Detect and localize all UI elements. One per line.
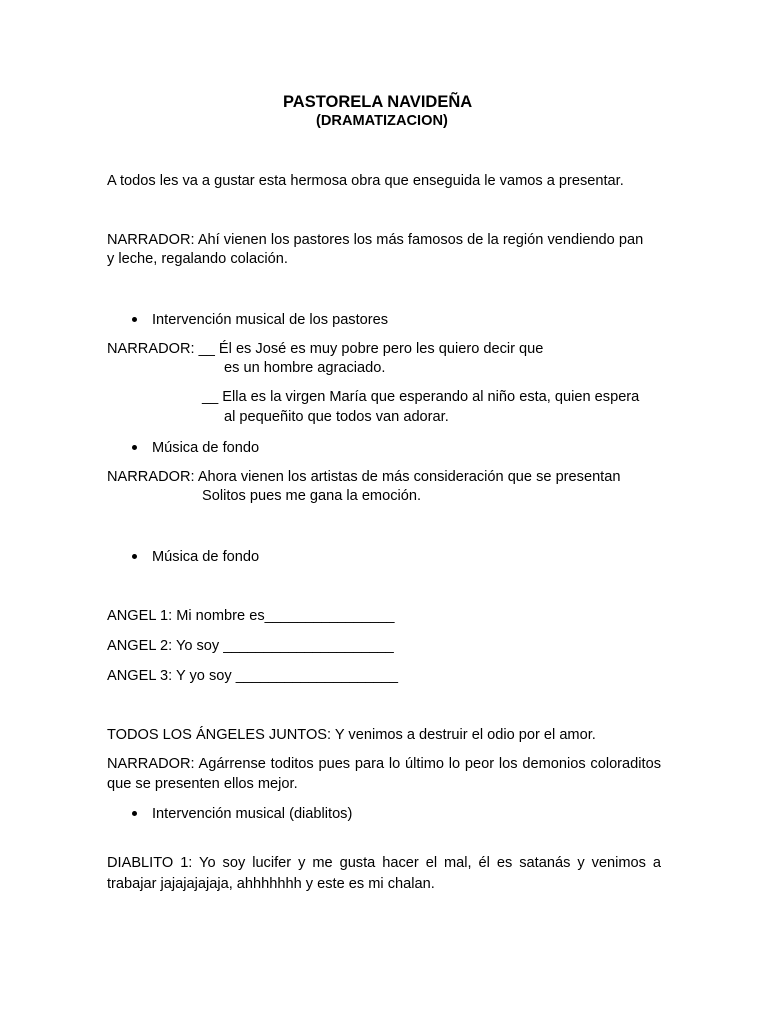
bullet-item: Música de fondo bbox=[152, 440, 260, 456]
bullet-item: Intervención musical (diablitos) bbox=[152, 806, 353, 822]
bullet-item: Música de fondo bbox=[152, 549, 260, 565]
intro-paragraph: A todos les va a gustar esta hermosa obra que enseguida le vamos a presentar. bbox=[107, 173, 624, 189]
narrator-line: NARRADOR: Ahí vienen los pastores los más famosos de la región vendiendo pan bbox=[107, 232, 644, 248]
diablito-paragraph: DIABLITO 1: Yo soy lucifer y me gusta hacer el mal, él es satanás y venimos a trabajar jajajajajaja, ahhhhhhh y este es mi chalan. bbox=[107, 855, 661, 892]
bullet-icon bbox=[132, 317, 137, 322]
bullet-icon bbox=[132, 554, 137, 559]
bullet-item: Intervención musical de los pastores bbox=[152, 312, 389, 328]
todos-line: TODOS LOS ÁNGELES JUNTOS: Y venimos a destruir el odio por el amor. bbox=[107, 727, 596, 743]
narrator-line: __ Ella es la virgen María que esperando al niño esta, quien espera bbox=[202, 389, 640, 405]
bullet-icon bbox=[132, 811, 137, 816]
narrator-line: y leche, regalando colación. bbox=[107, 251, 288, 267]
narrator-line: Solitos pues me gana la emoción. bbox=[202, 488, 422, 504]
narrator-line: NARRADOR: __ Él es José es muy pobre pero les quiero decir que bbox=[107, 341, 544, 357]
document-title: PASTORELA NAVIDEÑA bbox=[283, 93, 473, 111]
narrator-line: al pequeñito que todos van adorar. bbox=[224, 409, 449, 425]
angel-line: ANGEL 3: Y yo soy ____________________ bbox=[107, 668, 399, 684]
angel-line: ANGEL 2: Yo soy _____________________ bbox=[107, 638, 394, 654]
narrator-line: NARRADOR: Ahora vienen los artistas de más consideración que se presentan bbox=[107, 469, 621, 485]
document-subtitle: (DRAMATIZACION) bbox=[316, 113, 448, 129]
narrator-paragraph: NARRADOR: Agárrense toditos pues para lo último lo peor los demonios coloraditos que se presenten ellos mejor. bbox=[107, 756, 661, 792]
narrator-line: es un hombre agraciado. bbox=[224, 360, 386, 376]
angel-line: ANGEL 1: Mi nombre es________________ bbox=[107, 608, 395, 624]
bullet-icon bbox=[132, 445, 137, 450]
